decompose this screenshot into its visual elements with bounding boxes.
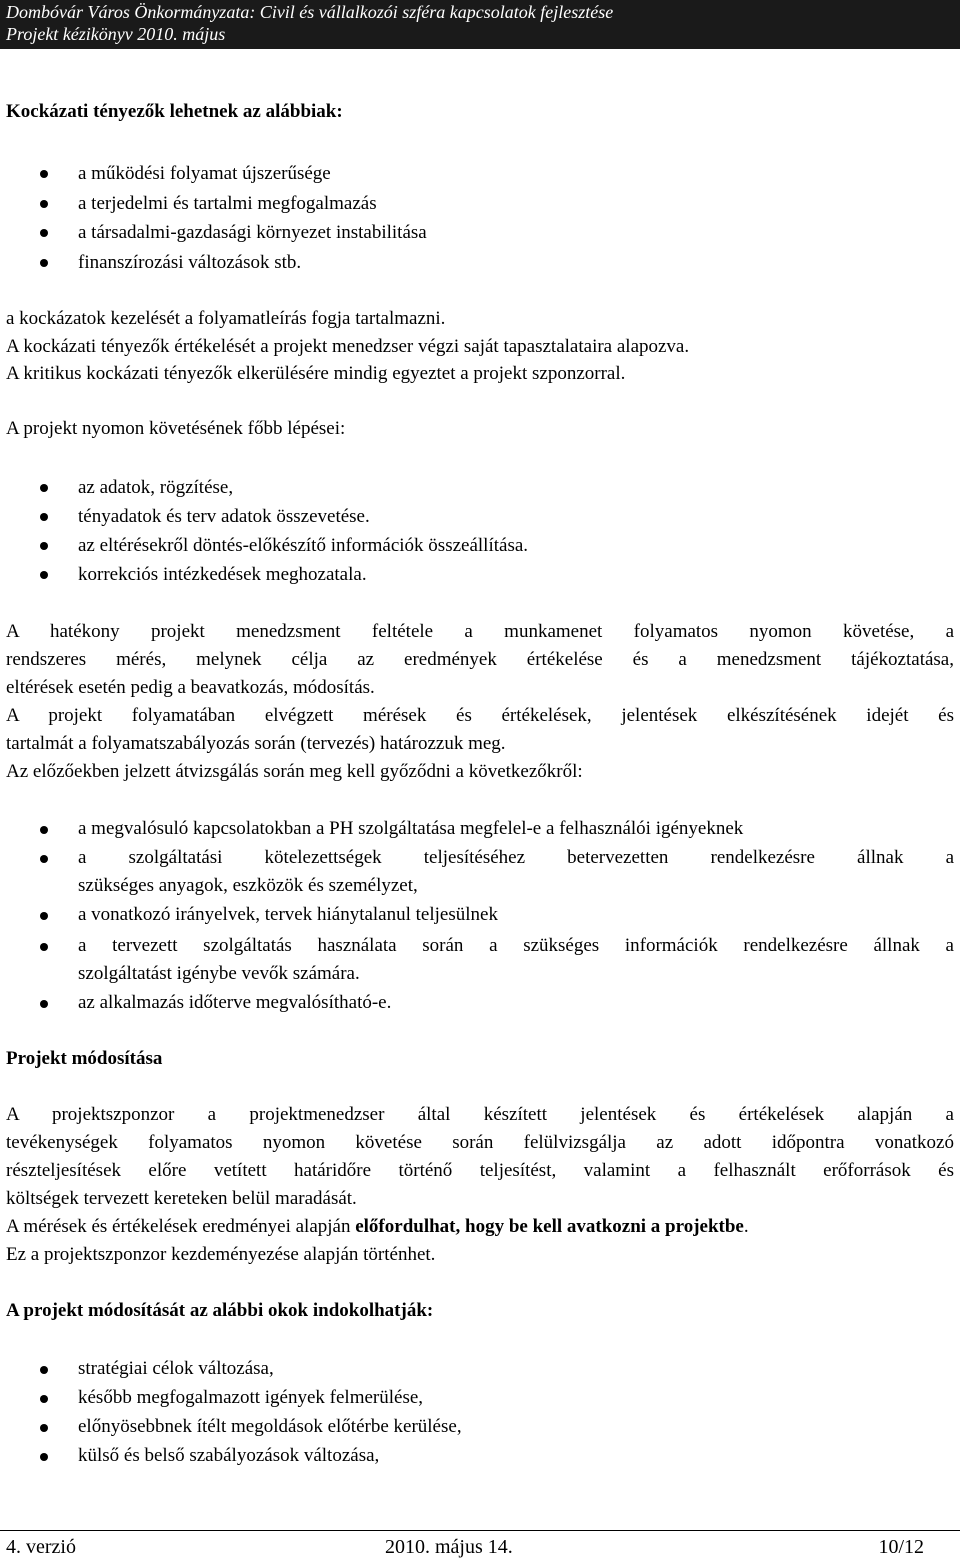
paragraph-line: A projekt folyamatában elvégzett mérések és értékelések, jelentések elkészítésének idejét és (6, 705, 954, 726)
paragraph-line: részteljesítések előre vetített határidőre történő teljesítést, valamint a felhasznált erőforrások és (6, 1160, 954, 1181)
paragraph-line: tevékenységek folyamatos nyomon követése során felülvizsgálja az adott időpontra vonatkozó (6, 1132, 954, 1153)
footer-date: 2010. május 14. (385, 1536, 513, 1558)
list-item: a működési folyamat újszerűsége (78, 163, 331, 184)
list-item-continuation: szükséges anyagok, eszközök és személyzet, (78, 875, 418, 896)
paragraph-line: A hatékony projekt menedzsment feltétele a munkamenet folyamatos nyomon követése, a (6, 621, 954, 642)
paragraph-line: A projektszponzor a projektmenedzser által készített jelentések és értékelések alapján a (6, 1104, 954, 1125)
list-item: tényadatok és terv adatok összevetése. (78, 506, 370, 527)
header-organization-title: Dombóvár Város Önkormányzata: Civil és vállalkozói szféra kapcsolatok fejlesztése (6, 2, 614, 22)
document-header (0, 0, 960, 49)
paragraph-line: a kockázatok kezelését a folyamatleírás fogja tartalmazni. (6, 308, 446, 329)
bullet-icon (40, 170, 48, 178)
project-modification-heading: Projekt módosítása (6, 1048, 163, 1069)
list-item: a tervezett szolgáltatás használata során a szükséges információk rendelkezésre állnak a (78, 935, 954, 956)
bullet-icon (40, 542, 48, 550)
bullet-icon (40, 1424, 48, 1432)
list-item-continuation: szolgáltatást igénybe vevők számára. (78, 963, 360, 984)
paragraph-text: . (743, 1216, 749, 1237)
risk-factors-heading: Kockázati tényezők lehetnek az alábbiak: (6, 101, 343, 122)
list-item: az alkalmazás időterve megvalósítható-e. (78, 992, 392, 1013)
paragraph-line: A kockázati tényezők értékelését a projekt menedzser végzi saját tapasztalataira alapozva. (6, 336, 690, 357)
list-item: az eltérésekről döntés-előkészítő információk összeállítása. (78, 535, 529, 556)
paragraph-text: A mérések és értékelések eredményei alapján (6, 1216, 356, 1237)
list-item: stratégiai célok változása, (78, 1358, 274, 1379)
paragraph-line: Az előzőekben jelzett átvizsgálás során meg kell győződni a következőkről: (6, 761, 583, 782)
bullet-icon (40, 229, 48, 237)
monitoring-steps-heading: A projekt nyomon követésének főbb lépései: (6, 418, 346, 439)
bullet-icon (40, 855, 48, 863)
list-item: külső és belső szabályozások változása, (78, 1445, 380, 1466)
paragraph-line: rendszeres mérés, melynek célja az eredmények értékelése és a menedzsment tájékoztatása, (6, 649, 954, 670)
paragraph-line: Ez a projektszponzor kezdeményezése alapján történhet. (6, 1244, 436, 1265)
bullet-icon (40, 484, 48, 492)
list-item: a terjedelmi és tartalmi megfogalmazás (78, 193, 377, 214)
emphasis-text: előfordulhat, hogy be kell avatkozni a projektbe (355, 1216, 744, 1237)
list-item: előnyösebbnek ítélt megoldások előtérbe kerülése, (78, 1416, 462, 1437)
paragraph-line: költségek tervezett kereteken belül maradását. (6, 1188, 357, 1209)
list-item: később megfogalmazott igények felmerülése, (78, 1387, 424, 1408)
bullet-icon (40, 1453, 48, 1461)
list-item: a vonatkozó irányelvek, tervek hiánytalanul teljesülnek (78, 904, 498, 925)
bullet-icon (40, 1366, 48, 1374)
bullet-icon (40, 259, 48, 267)
paragraph-line: A kritikus kockázati tényezők elkerülésére mindig egyeztet a projekt szponzorral. (6, 363, 626, 384)
paragraph-line: tartalmát a folyamatszabályozás során (tervezés) határozzuk meg. (6, 733, 506, 754)
footer-version: 4. verzió (6, 1536, 76, 1558)
list-item: korrekciós intézkedések meghozatala. (78, 564, 367, 585)
bullet-icon (40, 200, 48, 208)
bullet-icon (40, 513, 48, 521)
modification-reasons-heading: A projekt módosítását az alábbi okok indokolhatják: (6, 1300, 434, 1321)
bullet-icon (40, 826, 48, 834)
footer-divider (0, 1530, 960, 1531)
header-handbook-title: Projekt kézikönyv 2010. május (6, 24, 226, 44)
bullet-icon (40, 912, 48, 920)
list-item: az adatok, rögzítése, (78, 477, 234, 498)
list-item: a megvalósuló kapcsolatokban a PH szolgáltatása megfelel-e a felhasználói igényeknek (78, 818, 744, 839)
bullet-icon (40, 943, 48, 951)
footer-page-number: 10/12 (878, 1536, 924, 1558)
paragraph-line: eltérések esetén pedig a beavatkozás, módosítás. (6, 677, 375, 698)
bullet-icon (40, 1395, 48, 1403)
list-item: finanszírozási változások stb. (78, 252, 302, 273)
bullet-icon (40, 571, 48, 579)
bullet-icon (40, 1000, 48, 1008)
list-item: a társadalmi-gazdasági környezet instabilitása (78, 222, 427, 243)
list-item: a szolgáltatási kötelezettségek teljesítéséhez betervezetten rendelkezésre állnak a (78, 847, 954, 868)
paragraph-line (6, 1216, 749, 1238)
